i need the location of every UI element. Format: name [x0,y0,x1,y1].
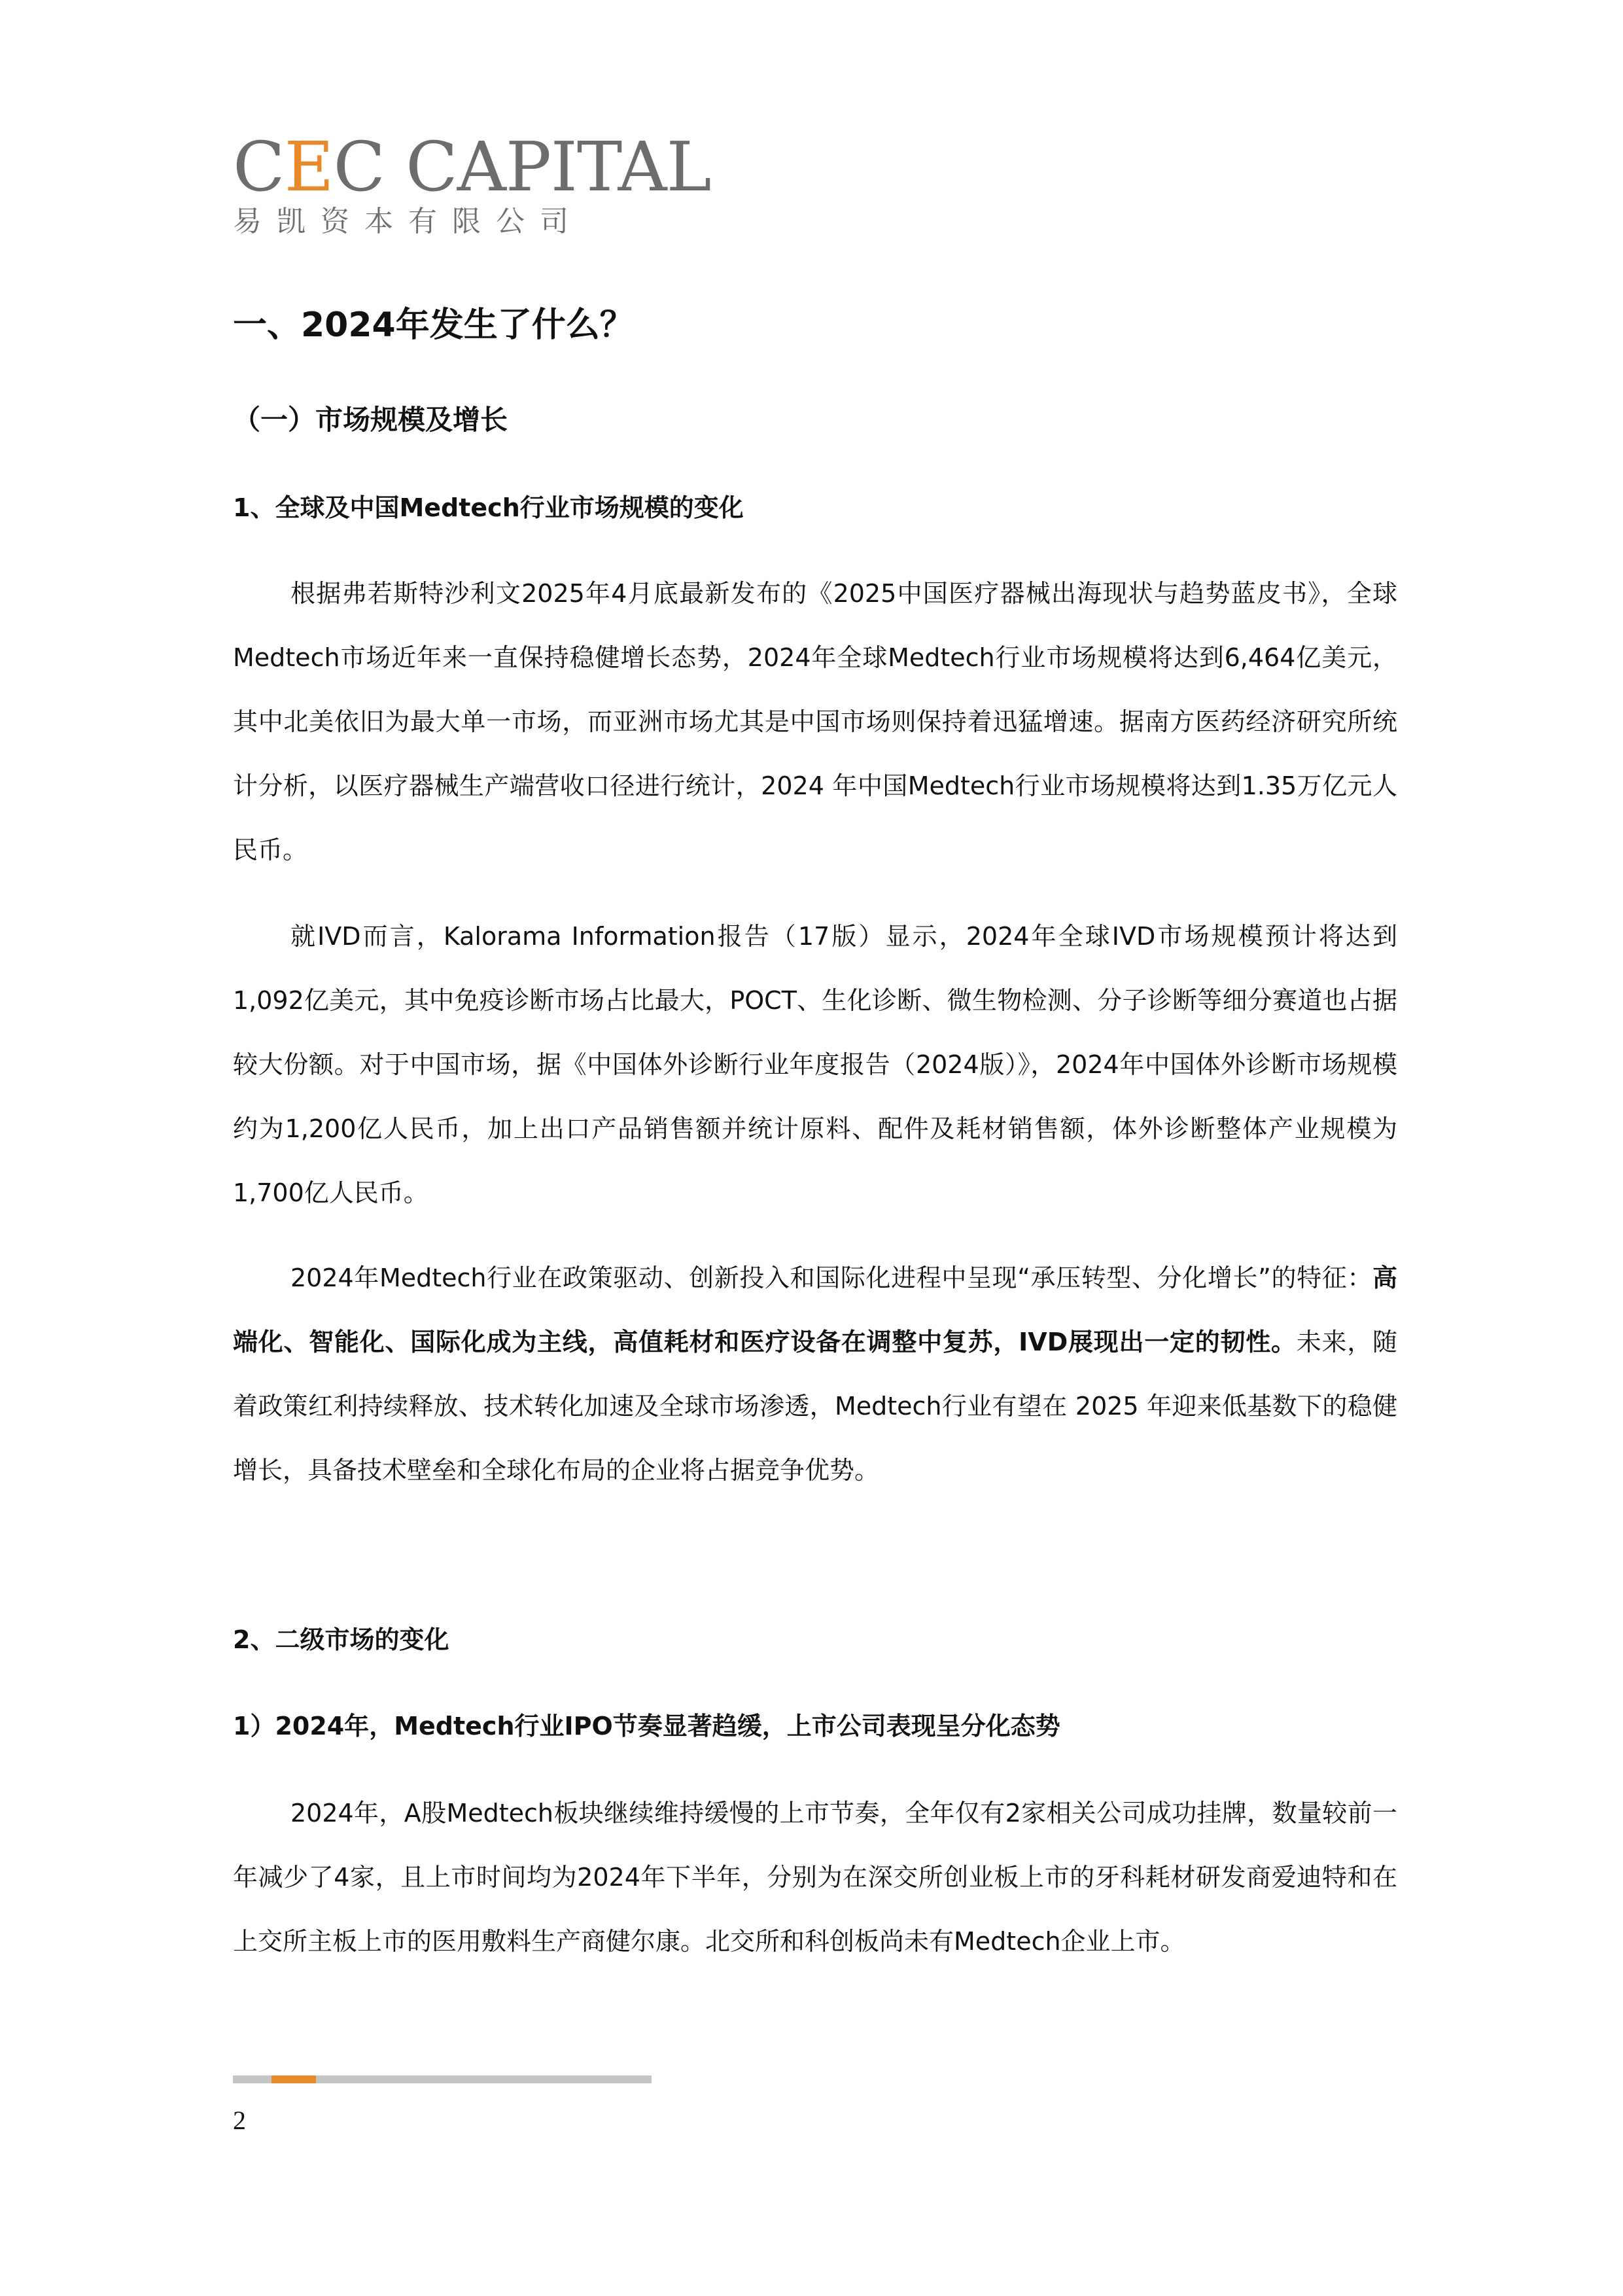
page-number: 2 [233,2106,246,2135]
subsection-heading-market-size: 1、全球及中国Medtech行业市场规模的变化 [233,493,744,522]
trends-highlight-text: 高端化、智能化、国际化成为主线，高值耗材和医疗设备在调整中复苏，IVD展现出一定的韧性。 [233,1263,1397,1356]
footer-divider-accent [271,2075,316,2083]
logo-wordmark [233,127,711,207]
paragraph-ipo-listings: 2024年，A股Medtech板块继续维持缓慢的上市节奏，全年仅有2家相关公司成功挂牌，数量较前一年减少了4家，且上市时间均为2024年下半年，分别为在深交所创业板上市的牙科耗材研发商爱迪特和在上交所主板上市的医用敷料生产商健尔康。北交所和科创板尚未有Medtech企业上市。 [233,1799,1397,1956]
footer-divider [233,2075,652,2083]
trends-outlook-text: 未来，随着政策红利持续释放、技术转化加速及全球市场渗透，Medtech行业有望在 2025 年迎来低基数下的稳健增长，具备技术壁垒和全球化布局的企业将占据竞争优势。 [233,1328,1397,1485]
logo-letter-c: C [233,127,285,207]
subsection-heading-ipo: 1）2024年，Medtech行业IPO节奏显著趋缓，上市公司表现呈分化态势 [233,1712,1060,1740]
paragraph-industry-trends [233,1246,1397,1502]
paragraph-ivd-market: 就IVD而言，Kalorama Information报告（17版）显示，2024年全球IVD市场规模预计将达到1,092亿美元，其中免疫诊断市场占比最大，POCT、生化诊断、微生物检测、分子诊断等细分赛道也占据较大份额。对于中国市场，据《中国体外诊断行业年度报告（2024版）》，2024年中国体外诊断市场规模约为1,200亿人民币，加上出口产品销售额并统计原料、配件及耗材销售额，体外诊断整体产业规模为1,700亿人民币。 [233,922,1397,1207]
chapter-heading: 一、2024年发生了什么？ [233,306,634,345]
trends-intro-text: 2024年Medtech行业在政策驱动、创新投入和国际化进程中呈现“承压转型、分化增长”的特征： [290,1263,1372,1292]
logo-letter-e-accent: E [284,127,334,207]
section-heading: （一）市场规模及增长 [233,404,508,436]
subsection-heading-secondary-market: 2、二级市场的变化 [233,1625,449,1654]
logo-wordmark-rest: C CAPITAL [333,127,711,207]
company-logo [233,127,711,239]
logo-chinese-name: 易凯资本有限公司 [233,205,584,238]
paragraph-global-market: 根据弗若斯特沙利文2025年4月底最新发布的《2025中国医疗器械出海现状与趋势蓝皮书》，全球Medtech市场近年来一直保持稳健增长态势，2024年全球Medtech行业市场规模将达到6,464亿美元，其中北美依旧为最大单一市场，而亚洲市场尤其是中国市场则保持着迅猛增速。据南方医药经济研究所统计分析，以医疗器械生产端营收口径进行统计，2024 年中国Medtech行业市场规模将达到1.35万亿元人民币。 [233,579,1397,864]
